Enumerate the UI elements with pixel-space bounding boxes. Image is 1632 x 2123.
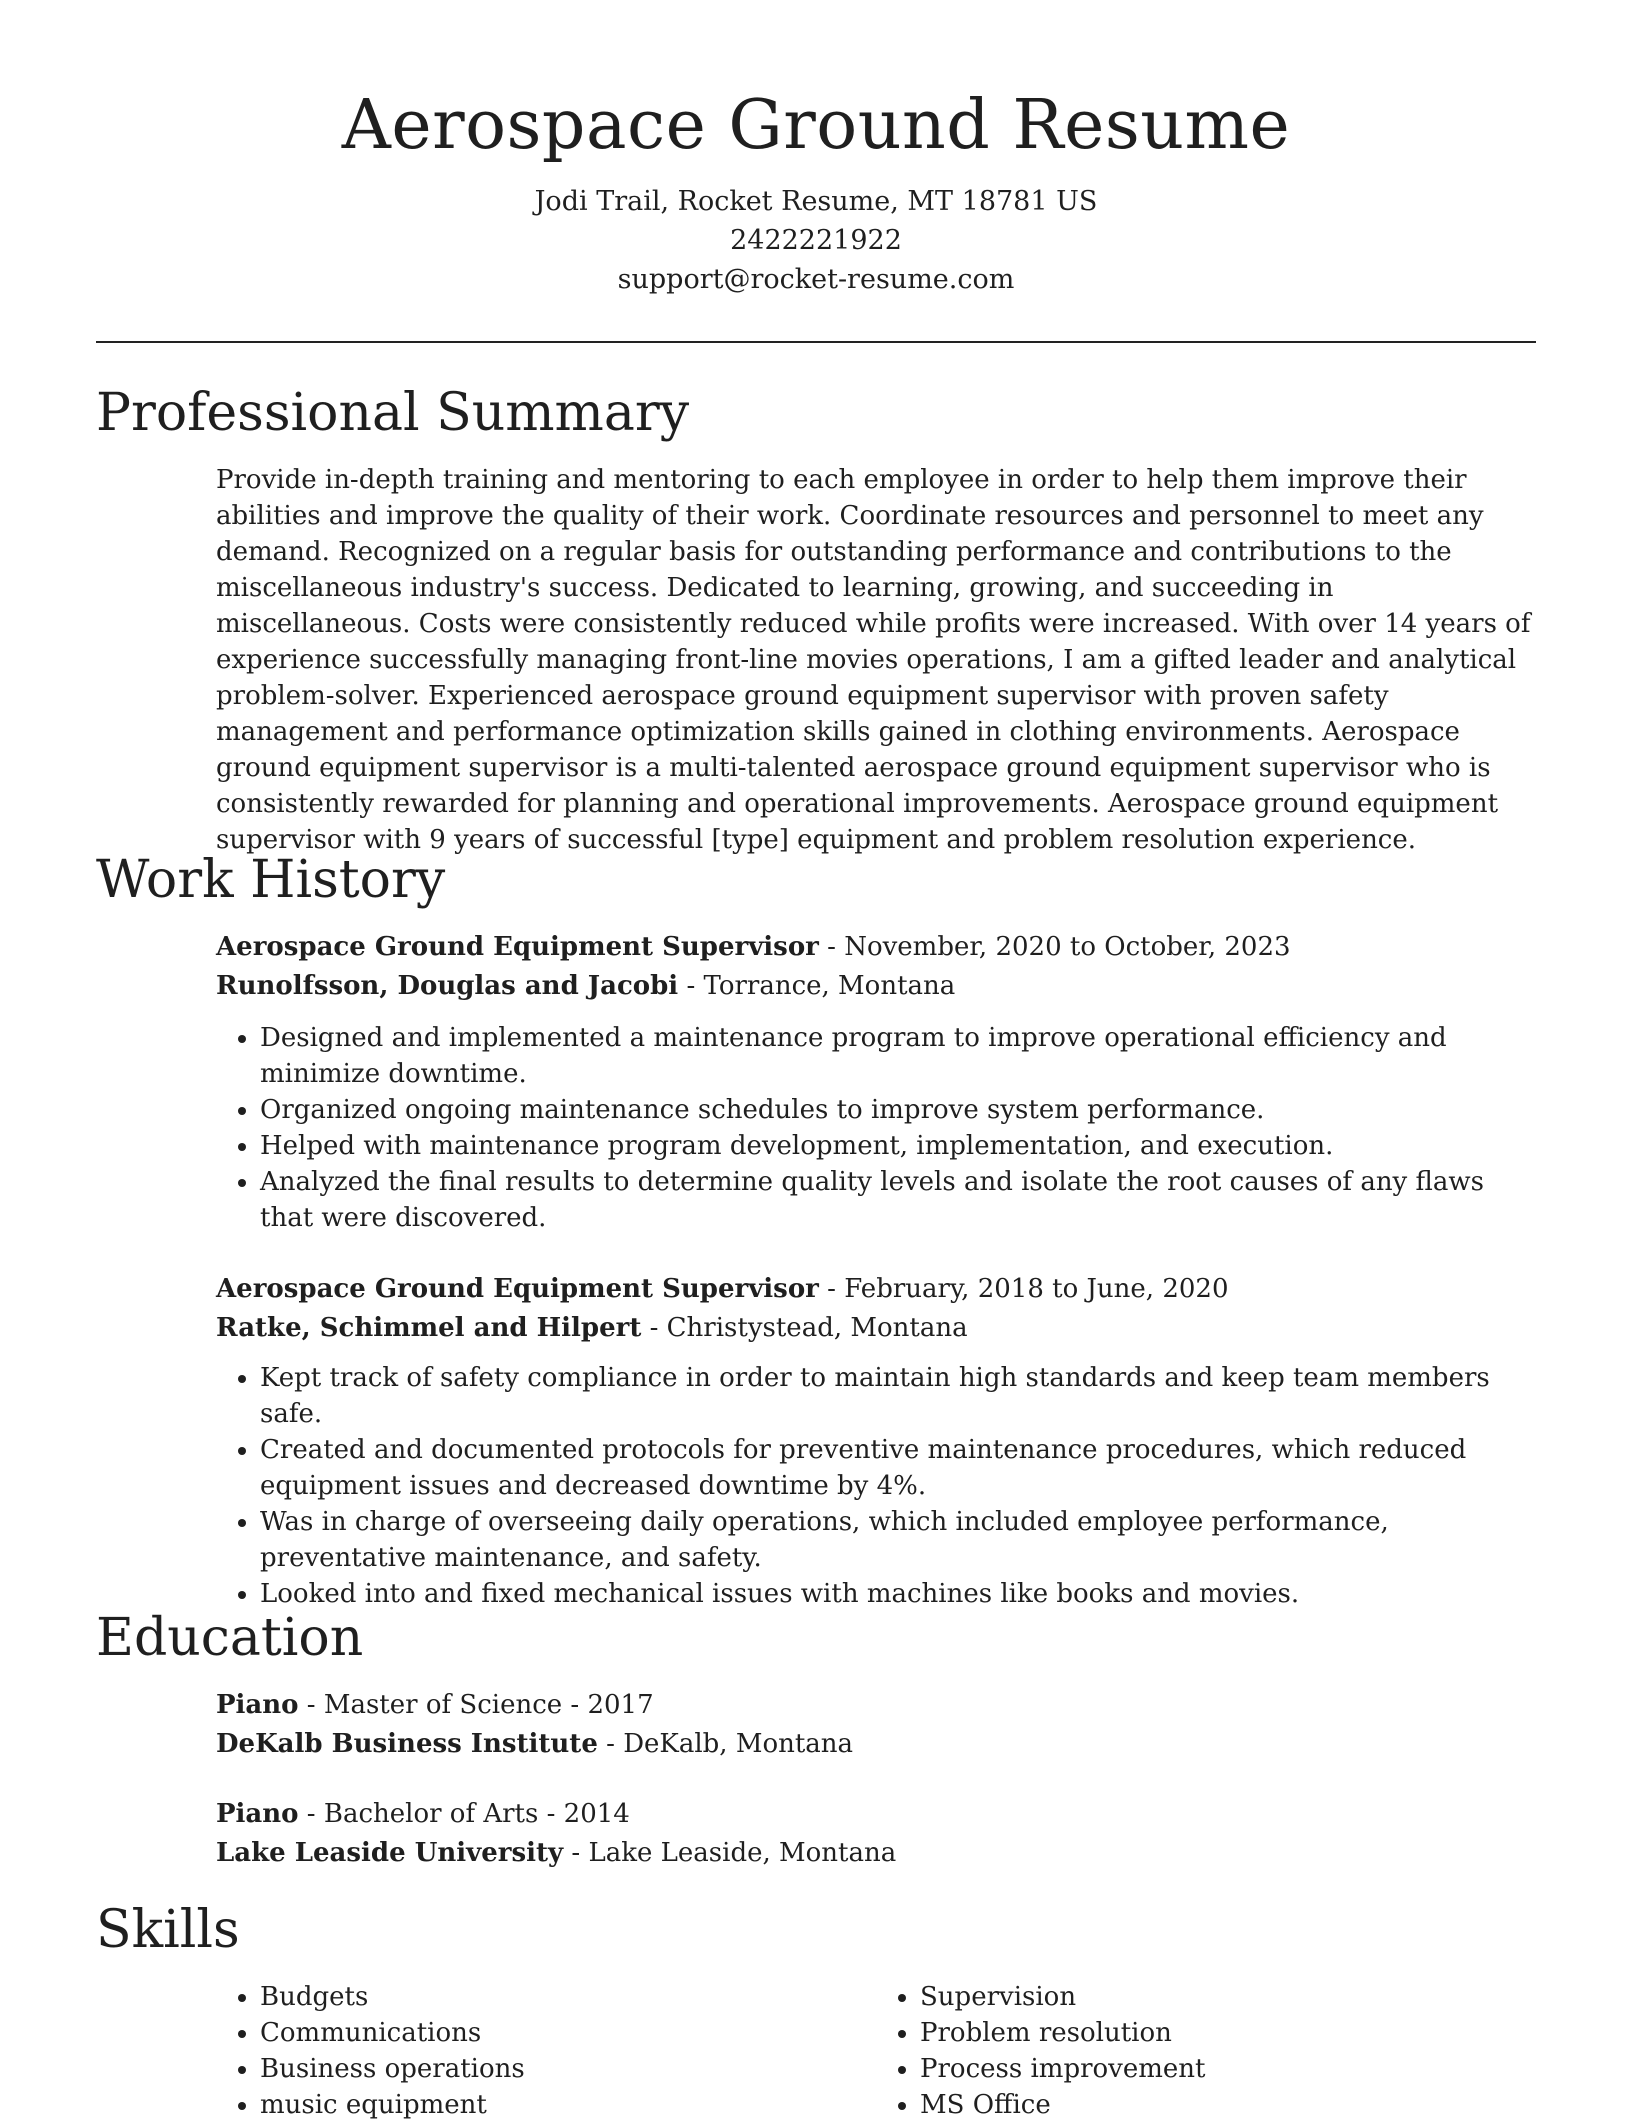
contact-info: [0, 182, 1632, 299]
skill-item: • Problem resolution: [920, 2015, 1536, 2051]
education-degree: - Master of Science - 2017: [298, 1690, 654, 1720]
job-location: - Torrance, Montana: [678, 971, 956, 1001]
skill-item: • Supervision: [920, 1979, 1536, 2015]
contact-address: Jodi Trail, Rocket Resume, MT 18781 US: [534, 186, 1098, 217]
job-company: Runolfsson, Douglas and Jacobi: [216, 971, 679, 1001]
education-entry: [216, 1795, 1536, 1873]
education-school-line: [216, 1725, 1536, 1764]
education-school: Lake Leaside University: [216, 1838, 564, 1868]
job-title: Aerospace Ground Equipment Supervisor: [216, 932, 819, 962]
skills-column-right: [876, 1979, 1536, 2123]
contact-phone: 2422221922: [730, 225, 902, 256]
skill-item: • Communications: [260, 2015, 876, 2051]
job-bullet: • Analyzed the final results to determine quality levels and isolate the root causes of any flaws that were discovered.: [260, 1164, 1536, 1236]
job-bullet: • Organized ongoing maintenance schedules to improve system performance.: [260, 1092, 1536, 1128]
job-dates: - February, 2018 to June, 2020: [818, 1274, 1229, 1304]
contact-email: support@rocket-resume.com: [617, 264, 1015, 295]
job-title-line: [216, 928, 1536, 967]
education-school: DeKalb Business Institute: [216, 1729, 598, 1759]
education-field: Piano: [216, 1799, 299, 1829]
job-company: Ratke, Schimmel and Hilpert: [216, 1313, 642, 1343]
education-degree: - Bachelor of Arts - 2014: [298, 1799, 630, 1829]
skill-item: • MS Office: [920, 2087, 1536, 2123]
job-entry: [216, 928, 1536, 1236]
job-title-line: [216, 1270, 1536, 1309]
job-bullets: [216, 1360, 1536, 1612]
skill-item: • Process improvement: [920, 2051, 1536, 2087]
header-divider: [96, 341, 1536, 343]
job-dates: - November, 2020 to October, 2023: [818, 932, 1291, 962]
work-history-heading: Work History: [96, 850, 446, 910]
job-bullets: [216, 1020, 1536, 1236]
resume-title: Aerospace Ground Resume: [341, 86, 1291, 165]
job-bullet: • Was in charge of overseeing daily operations, which included employee performance, preventative maintenance, and safety.: [260, 1504, 1536, 1576]
job-bullet: • Looked into and fixed mechanical issues with machines like books and movies.: [260, 1576, 1536, 1612]
education-field: Piano: [216, 1690, 299, 1720]
education-school-line: [216, 1834, 1536, 1873]
job-entry: [216, 1270, 1536, 1612]
job-bullet: • Created and documented protocols for preventive maintenance procedures, which reduced equipment issues and decreased downtime by 4%.: [260, 1432, 1536, 1504]
education-degree-line: [216, 1686, 1536, 1725]
skills-heading: Skills: [96, 1900, 240, 1960]
skill-item: • Business operations: [260, 2051, 876, 2087]
job-company-line: [216, 1309, 1536, 1348]
summary-section: [216, 462, 1536, 858]
job-bullet: • Designed and implemented a maintenance program to improve operational efficiency and minimize downtime.: [260, 1020, 1536, 1092]
education-location: - Lake Leaside, Montana: [563, 1838, 897, 1868]
job-bullet: • Helped with maintenance program development, implementation, and execution.: [260, 1128, 1536, 1164]
skill-item: • Budgets: [260, 1979, 876, 2015]
education-heading: Education: [96, 1608, 364, 1668]
resume-header: [0, 78, 1632, 299]
summary-heading: Professional Summary: [96, 383, 690, 443]
summary-text: Provide in-depth training and mentoring to each employee in order to help them improve their abilities and improve the quality of their work. Coordinate resources and personnel to meet any demand. Recognized on a regular basis for outstanding performance and contributions to the miscellaneous industry's success. Dedicated to learning, growing, and succeeding in miscellaneous. Costs were consistently reduced while profits were increased. With over 14 years of experience successfully managing front-line movies operations, I am a gifted leader and analytical problem-solver. Experienced aerospace ground equipment supervisor with proven safety management and performance optimization skills gained in clothing environments. Aerospace ground equipment supervisor is a multi-talented aerospace ground equipment supervisor who is consistently rewarded for planning and operational improvements. Aerospace ground equipment supervisor with 9 years of successful [type] equipment and problem resolution experience.: [216, 465, 1531, 855]
job-bullet: • Kept track of safety compliance in order to maintain high standards and keep team members safe.: [260, 1360, 1536, 1432]
skills-column-left: [216, 1979, 876, 2123]
education-entry: [216, 1686, 1536, 1764]
job-title: Aerospace Ground Equipment Supervisor: [216, 1274, 819, 1304]
skills-list: [216, 1979, 1536, 2123]
skill-item: • music equipment: [260, 2087, 876, 2123]
job-location: - Christystead, Montana: [641, 1313, 968, 1343]
education-location: - DeKalb, Montana: [597, 1729, 854, 1759]
job-company-line: [216, 967, 1536, 1006]
education-degree-line: [216, 1795, 1536, 1834]
